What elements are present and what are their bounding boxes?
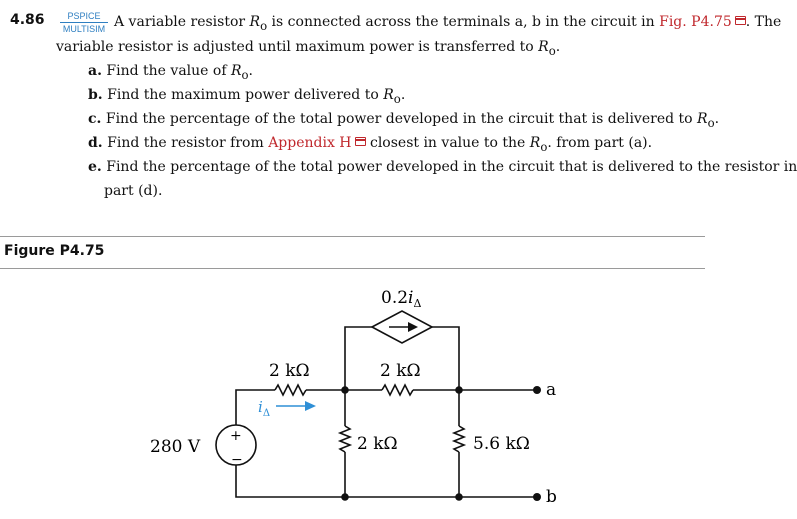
source-minus-sign: − [231, 452, 243, 468]
part-label: e. [88, 159, 102, 175]
external-link-icon[interactable] [735, 16, 746, 25]
part-label: a. [88, 63, 102, 79]
wire-dep-right [432, 327, 459, 390]
part-text-end: . [400, 87, 406, 103]
part-var: R [697, 111, 708, 127]
current-label: $i_\Delta$ [258, 398, 271, 419]
part-sub: o [540, 139, 548, 154]
part-label: b. [88, 87, 103, 103]
line2-var: R [538, 39, 549, 55]
pspice-tag: PSPICE [67, 11, 101, 21]
part-text: Find the value of [106, 63, 231, 79]
multisim-tag: MULTISIM [62, 24, 106, 34]
part-text-end: . [714, 111, 720, 127]
wire-dep-left [345, 327, 372, 390]
part-sub: o [241, 67, 249, 82]
part-text-end: . [248, 63, 253, 79]
resistor-left-2k [275, 385, 306, 395]
node-top-mid [341, 386, 349, 394]
terminal-b-label: b [546, 487, 557, 507]
part-text: Find the percentage of the total power developed in the circuit that is delivered to [105, 111, 698, 127]
intro-text-b: is connected across the terminals a, b in the circuit in [267, 14, 660, 30]
dependent-source-arrow [389, 322, 418, 332]
intro-sub: o [260, 18, 268, 33]
intro-text-a: A variable resistor [114, 14, 250, 30]
part-var: R [230, 63, 242, 79]
wire-bottom [236, 465, 537, 497]
part-text: Find the maximum power delivered to [107, 87, 384, 103]
part-var: R [529, 135, 541, 151]
line2-end: . [555, 39, 561, 55]
part-sub: o [393, 91, 401, 106]
source-plus-sign: + [230, 428, 242, 444]
part-text-mid: closest in value to the [365, 135, 530, 151]
resistor-mid-2k [340, 426, 350, 452]
resistor-top-2k [382, 385, 413, 395]
resistor-top-label: 2 kΩ [380, 361, 421, 381]
part-e-continuation: part (d). [104, 183, 163, 199]
resistor-mid-label: 2 kΩ [357, 434, 398, 454]
resistor-right-label: 5.6 kΩ [473, 434, 530, 454]
figure-title: Figure P4.75 [4, 243, 105, 259]
current-arrow [276, 401, 316, 411]
resistor-left-label: 2 kΩ [269, 361, 310, 381]
intro-text-c: . The [745, 14, 782, 30]
node-bottom-mid [341, 493, 349, 501]
voltage-label: 280 V [150, 437, 201, 457]
problem-number: 4.86 [10, 12, 45, 28]
part-label: d. [88, 135, 103, 151]
terminal-a-node [533, 386, 541, 394]
part-sub: o [707, 115, 715, 130]
line2-text: variable resistor is adjusted until maximum power is transferred to [56, 39, 539, 55]
fig-link[interactable]: Fig. P4.75 [659, 14, 732, 30]
node-bottom-right [455, 493, 463, 501]
terminal-a-label: a [546, 380, 557, 400]
appendix-link[interactable]: Appendix H [268, 135, 352, 151]
part-text: Find the resistor from [107, 135, 269, 151]
intro-var: R [249, 14, 261, 30]
terminal-b-node [533, 493, 541, 501]
line2-sub: o [548, 43, 556, 58]
part-text-end: . from part (a). [547, 135, 653, 151]
dep-source-label: $0.2i_\Delta$ [381, 288, 422, 310]
resistor-right-5k6 [454, 426, 464, 452]
node-top-right [455, 386, 463, 394]
part-text: Find the percentage of the total power developed in the circuit that is delivered to the resistor in [106, 159, 797, 175]
part-label: c. [88, 111, 102, 127]
part-var: R [383, 87, 394, 103]
